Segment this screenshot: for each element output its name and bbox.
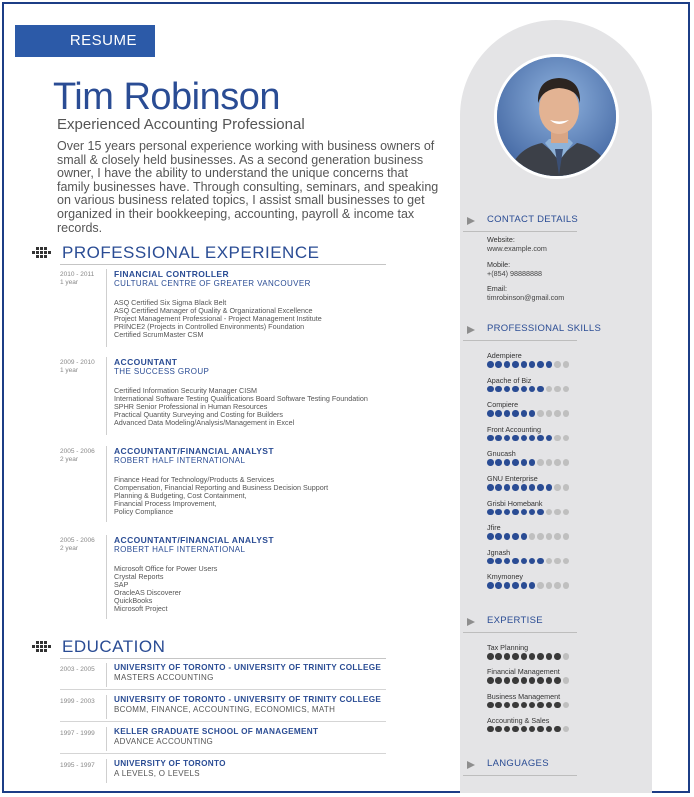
rating-dot (529, 386, 536, 393)
job-bullet: Advanced Data Modeling/Analysis/Management in Excel (114, 418, 295, 428)
skill-item (487, 449, 597, 473)
rating-dot (521, 484, 528, 491)
education-dates: 2003 - 2005 (60, 666, 95, 673)
rating-dot (529, 410, 536, 417)
rating-dot (529, 582, 536, 589)
skill-rating (487, 653, 571, 660)
email-value[interactable]: timrobinson@gmail.com (487, 292, 565, 302)
rating-dot (554, 726, 561, 733)
education-entry (60, 695, 390, 723)
rating-dot (504, 361, 511, 368)
rating-dot (504, 509, 511, 516)
experience-rule (60, 264, 386, 265)
skill-item (487, 692, 597, 716)
rating-dot (495, 361, 502, 368)
email-label: Email: (487, 284, 507, 293)
rating-dot (537, 726, 544, 733)
job-company: THE SUCCESS GROUP (114, 367, 210, 376)
job-company: ROBERT HALF INTERNATIONAL (114, 456, 246, 465)
rating-dot (546, 435, 553, 442)
rating-dot (546, 386, 553, 393)
rating-dot (487, 361, 494, 368)
skill-rating (487, 702, 571, 709)
rating-dot (521, 410, 528, 417)
arrow-right-icon (467, 761, 475, 769)
resume-badge: RESUME (15, 25, 155, 57)
education-school: KELLER GRADUATE SCHOOL OF MANAGEMENT (114, 727, 319, 736)
rating-dot (512, 582, 519, 589)
job-entry (60, 357, 390, 437)
rating-dot (487, 558, 494, 565)
rating-dot (537, 653, 544, 660)
job-bullet: SAP (114, 580, 129, 590)
rating-dot (495, 726, 502, 733)
expertise-heading (463, 613, 633, 631)
skill-item (487, 425, 597, 449)
skill-rating (487, 410, 571, 417)
education-dates: 1995 - 1997 (60, 762, 95, 769)
rating-dot (554, 533, 561, 540)
job-bullet: Certified Information Security Manager CISM (114, 386, 258, 395)
job-dates: 2009 - 2010 (60, 359, 95, 366)
rating-dot (554, 653, 561, 660)
rating-dot (563, 702, 570, 709)
job-bullet: Crystal Reports (114, 572, 164, 582)
skill-rating (487, 484, 571, 491)
skill-item (487, 548, 597, 572)
rating-dot (512, 410, 519, 417)
rating-dot (537, 459, 544, 466)
rating-dot (537, 558, 544, 565)
job-company: ROBERT HALF INTERNATIONAL (114, 545, 246, 554)
skill-item (487, 474, 597, 498)
job-length: 2 year (60, 545, 79, 552)
rating-dot (521, 653, 528, 660)
skill-name: Financial Management (487, 667, 560, 677)
education-dates: 1999 - 2003 (60, 698, 95, 705)
rating-dot (521, 726, 528, 733)
experience-heading (32, 243, 319, 263)
rating-dot (521, 361, 528, 368)
education-heading (32, 637, 165, 657)
rating-dot (563, 410, 570, 417)
rating-dot (529, 435, 536, 442)
rating-dot (512, 459, 519, 466)
rating-dot (554, 361, 561, 368)
rating-dot (487, 459, 494, 466)
rating-dot (554, 386, 561, 393)
rating-dot (504, 582, 511, 589)
skill-item (487, 351, 597, 375)
skill-item (487, 376, 597, 400)
rating-dot (546, 361, 553, 368)
skill-item (487, 400, 597, 424)
rating-dot (563, 435, 570, 442)
education-divider (60, 753, 386, 754)
education-entry (60, 759, 390, 787)
education-school: UNIVERSITY OF TORONTO - UNIVERSITY OF TRINITY COLLEGE (114, 695, 382, 704)
rating-dot (504, 459, 511, 466)
job-title: FINANCIAL CONTROLLER (114, 269, 230, 279)
skill-name: Tax Planning (487, 643, 529, 652)
job-bullet: Microsoft Office for Power Users (114, 564, 218, 573)
skills-heading (463, 321, 633, 339)
job-length: 1 year (60, 279, 79, 286)
job-entry (60, 446, 390, 526)
skill-item (487, 572, 597, 596)
grid-icon (32, 639, 54, 655)
rating-dot (529, 459, 536, 466)
rating-dot (554, 435, 561, 442)
timeline-line (106, 446, 107, 522)
rating-dot (521, 459, 528, 466)
job-title: ACCOUNTANT/FINANCIAL ANALYST (114, 535, 274, 545)
job-bullet: SPHR Senior Professional in Human Resources (114, 402, 268, 412)
rating-dot (554, 702, 561, 709)
skill-name: Business Management (487, 691, 561, 701)
rating-dot (521, 702, 528, 709)
rating-dot (554, 410, 561, 417)
rating-dot (495, 558, 502, 565)
skill-rating (487, 509, 571, 516)
rating-dot (537, 702, 544, 709)
rating-dot (563, 677, 570, 684)
rating-dot (537, 509, 544, 516)
education-degree: ADVANCE ACCOUNTING (114, 737, 214, 746)
mobile-label: Mobile: (487, 260, 511, 269)
rating-dot (529, 702, 536, 709)
rating-dot (563, 558, 570, 565)
rating-dot (504, 653, 511, 660)
skill-name: Apache of Biz (487, 375, 532, 385)
rating-dot (529, 509, 536, 516)
job-entry (60, 535, 390, 621)
education-school: UNIVERSITY OF TORONTO (114, 759, 226, 768)
rating-dot (563, 459, 570, 466)
rating-dot (504, 410, 511, 417)
rating-dot (521, 582, 528, 589)
rating-dot (529, 653, 536, 660)
skill-name: Gnucash (487, 449, 516, 459)
rating-dot (554, 677, 561, 684)
rating-dot (512, 533, 519, 540)
rating-dot (487, 386, 494, 393)
rating-dot (554, 484, 561, 491)
skill-name: Jgnash (487, 547, 511, 557)
job-bullet: Planning & Budgeting, Cost Containment, (114, 491, 247, 501)
rating-dot (554, 459, 561, 466)
rating-dot (487, 582, 494, 589)
rating-dot (537, 533, 544, 540)
rating-dot (563, 509, 570, 516)
contact-mobile (487, 261, 542, 278)
rating-dot (504, 484, 511, 491)
education-entry (60, 663, 390, 691)
skill-name: Grisbi Homebank (487, 498, 543, 508)
contact-heading (463, 212, 633, 230)
rating-dot (546, 702, 553, 709)
rating-dot (487, 484, 494, 491)
job-bullets (114, 387, 368, 427)
profile-summary: Over 15 years personal experience working with business owners of small & closely held businesses. As a second generation business owner, I have the ability to understand the unique concerns that family businesses have. Through consulting, seminars, and speaking on various business related topics, I assist small businesses to get organized in their bookkeeping, accounting, payroll & income tax records. (57, 139, 439, 235)
education-degree: BCOMM, FINANCE, ACCOUNTING, ECONOMICS, MATH (114, 705, 336, 714)
rating-dot (563, 582, 570, 589)
education-degree: A LEVELS, O LEVELS (114, 769, 200, 778)
rating-dot (512, 509, 519, 516)
rating-dot (546, 653, 553, 660)
rating-dot (495, 435, 502, 442)
experience-title: PROFESSIONAL EXPERIENCE (62, 243, 320, 262)
rating-dot (512, 484, 519, 491)
rating-dot (563, 386, 570, 393)
rating-dot (546, 509, 553, 516)
rating-dot (537, 582, 544, 589)
rating-dot (563, 361, 570, 368)
rating-dot (546, 533, 553, 540)
rating-dot (512, 558, 519, 565)
expertise-title: EXPERTISE (487, 615, 543, 626)
job-bullet: International Software Testing Qualifications Board Software Testing Foundation (114, 394, 368, 404)
grid-icon (32, 245, 54, 261)
rating-dot (495, 677, 502, 684)
rating-dot (504, 558, 511, 565)
rating-dot (487, 509, 494, 516)
rating-dot (495, 702, 502, 709)
rating-dot (546, 582, 553, 589)
rating-dot (563, 533, 570, 540)
education-divider (60, 721, 386, 722)
job-bullet: ASQ Certified Manager of Quality & Organizational Excellence (114, 306, 313, 316)
job-title: ACCOUNTANT/FINANCIAL ANALYST (114, 446, 274, 456)
rating-dot (563, 726, 570, 733)
rating-dot (487, 410, 494, 417)
rating-dot (529, 361, 536, 368)
skills-title: PROFESSIONAL SKILLS (487, 323, 602, 334)
job-bullet: Policy Compliance (114, 507, 174, 517)
skill-item (487, 523, 597, 547)
rating-dot (546, 677, 553, 684)
rating-dot (537, 386, 544, 393)
contact-rule (463, 231, 577, 232)
skill-name: Front Accounting (487, 424, 541, 434)
rating-dot (495, 410, 502, 417)
contact-title: CONTACT DETAILS (487, 214, 579, 225)
job-bullet: Certified ScrumMaster CSM (114, 330, 204, 340)
rating-dot (546, 558, 553, 565)
contact-email (487, 285, 564, 302)
rating-dot (521, 558, 528, 565)
rating-dot (487, 726, 494, 733)
mobile-value: +(854) 98888888 (487, 268, 542, 278)
education-divider (60, 689, 386, 690)
rating-dot (512, 386, 519, 393)
timeline-line (106, 663, 107, 687)
rating-dot (495, 459, 502, 466)
skill-item (487, 716, 597, 740)
job-dates: 2010 - 2011 (60, 271, 95, 278)
skill-item (487, 667, 597, 691)
job-bullet: OracleAS Discoverer (114, 588, 182, 598)
rating-dot (546, 484, 553, 491)
job-bullet: Practical Quantity Surveying and Costing for Builders (114, 410, 283, 420)
job-bullet: ASQ Certified Six Sigma Black Belt (114, 298, 227, 307)
timeline-line (106, 535, 107, 619)
rating-dot (521, 386, 528, 393)
job-bullet: Finance Head for Technology/Products & Services (114, 475, 275, 484)
education-rule (60, 658, 386, 659)
education-title: EDUCATION (62, 637, 166, 656)
skill-rating (487, 582, 571, 589)
rating-dot (495, 582, 502, 589)
languages-title: LANGUAGES (487, 758, 549, 769)
rating-dot (529, 533, 536, 540)
rating-dot (554, 582, 561, 589)
skill-rating (487, 558, 571, 565)
rating-dot (529, 677, 536, 684)
rating-dot (537, 410, 544, 417)
skill-name: Kmymoney (487, 572, 523, 582)
rating-dot (495, 484, 502, 491)
education-dates: 1997 - 1999 (60, 730, 95, 737)
skill-name: Accounting & Sales (487, 715, 550, 725)
rating-dot (504, 677, 511, 684)
arrow-right-icon (467, 217, 475, 225)
job-dates: 2005 - 2006 (60, 537, 95, 544)
skill-rating (487, 435, 571, 442)
rating-dot (521, 533, 528, 540)
profile-photo (494, 54, 619, 179)
skill-rating (487, 361, 571, 368)
rating-dot (495, 533, 502, 540)
education-school: UNIVERSITY OF TORONTO - UNIVERSITY OF TRINITY COLLEGE (114, 663, 382, 672)
job-dates: 2005 - 2006 (60, 448, 95, 455)
rating-dot (554, 558, 561, 565)
rating-dot (521, 435, 528, 442)
skill-name: Adempiere (487, 351, 522, 360)
job-bullet: Project Management Professional - Project Management Institute (114, 314, 322, 324)
rating-dot (504, 386, 511, 393)
skill-name: GNU Enterprise (487, 474, 538, 483)
rating-dot (537, 435, 544, 442)
skills-rule (463, 340, 577, 341)
website-value[interactable]: www.example.com (487, 243, 547, 253)
rating-dot (495, 653, 502, 660)
skill-name: Jfire (487, 523, 501, 533)
rating-dot (529, 484, 536, 491)
job-title: ACCOUNTANT (114, 357, 178, 367)
rating-dot (504, 533, 511, 540)
website-label: Website: (487, 235, 515, 244)
education-degree: MASTERS ACCOUNTING (114, 673, 214, 682)
rating-dot (554, 509, 561, 516)
job-length: 1 year (60, 367, 79, 374)
timeline-line (106, 269, 107, 347)
candidate-name: Tim Robinson (53, 76, 281, 118)
languages-heading (463, 756, 633, 774)
rating-dot (512, 726, 519, 733)
job-bullet: QuickBooks (114, 596, 153, 606)
rating-dot (487, 653, 494, 660)
rating-dot (512, 361, 519, 368)
job-bullet: Microsoft Project (114, 604, 168, 614)
rating-dot (529, 726, 536, 733)
languages-rule (463, 775, 577, 776)
rating-dot (546, 459, 553, 466)
job-length: 2 year (60, 456, 79, 463)
job-entry (60, 269, 390, 349)
job-bullets (114, 299, 322, 339)
skill-rating (487, 533, 571, 540)
skill-item (487, 643, 597, 667)
rating-dot (512, 702, 519, 709)
rating-dot (504, 726, 511, 733)
contact-website (487, 236, 547, 253)
rating-dot (546, 726, 553, 733)
rating-dot (521, 509, 528, 516)
rating-dot (537, 361, 544, 368)
job-bullet: Compensation, Financial Reporting and Business Decision Support (114, 483, 329, 493)
arrow-right-icon (467, 618, 475, 626)
job-bullet: PRINCE2 (Projects in Controlled Environments) Foundation (114, 322, 305, 332)
rating-dot (487, 533, 494, 540)
rating-dot (537, 484, 544, 491)
timeline-line (106, 759, 107, 783)
rating-dot (487, 702, 494, 709)
rating-dot (537, 677, 544, 684)
rating-dot (546, 410, 553, 417)
rating-dot (512, 677, 519, 684)
rating-dot (529, 558, 536, 565)
rating-dot (563, 484, 570, 491)
skill-rating (487, 386, 571, 393)
job-bullets (114, 476, 328, 516)
rating-dot (487, 435, 494, 442)
job-bullet: Financial Process Improvement, (114, 499, 217, 509)
skill-rating (487, 677, 571, 684)
timeline-line (106, 727, 107, 751)
expertise-rule (463, 632, 577, 633)
rating-dot (563, 653, 570, 660)
education-entry (60, 727, 390, 755)
skill-rating (487, 459, 571, 466)
rating-dot (504, 435, 511, 442)
timeline-line (106, 695, 107, 719)
rating-dot (512, 653, 519, 660)
skill-item (487, 499, 597, 523)
candidate-subtitle: Experienced Accounting Professional (57, 116, 305, 133)
rating-dot (495, 386, 502, 393)
skill-name: Compiere (487, 400, 519, 410)
job-company: CULTURAL CENTRE OF GREATER VANCOUVER (114, 279, 311, 288)
arrow-right-icon (467, 326, 475, 334)
rating-dot (487, 677, 494, 684)
rating-dot (521, 677, 528, 684)
rating-dot (504, 702, 511, 709)
skill-rating (487, 726, 571, 733)
job-bullets (114, 565, 217, 614)
rating-dot (512, 435, 519, 442)
timeline-line (106, 357, 107, 435)
rating-dot (495, 509, 502, 516)
